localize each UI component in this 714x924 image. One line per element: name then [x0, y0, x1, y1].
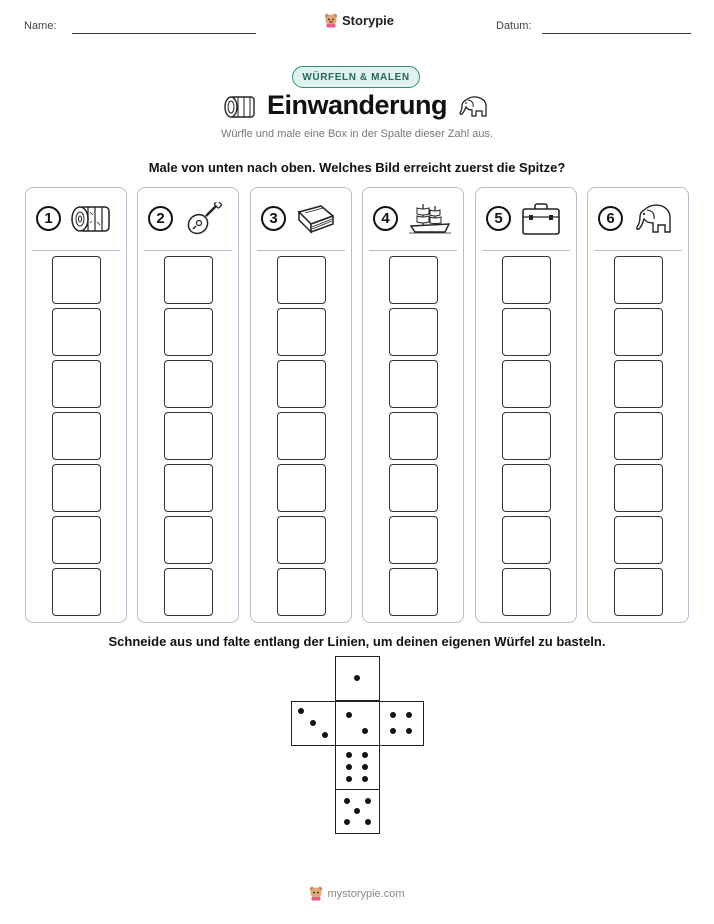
column-number: 2	[148, 206, 173, 231]
column-divider	[482, 250, 570, 251]
column-header	[251, 202, 351, 238]
column-header	[138, 202, 238, 238]
die-face-4	[379, 701, 424, 746]
column-divider	[594, 250, 682, 251]
color-box[interactable]	[502, 568, 551, 616]
color-box[interactable]	[389, 516, 438, 564]
color-box[interactable]	[52, 308, 101, 356]
column-4	[362, 187, 464, 623]
brand-logo	[324, 13, 394, 28]
storypie-mascot-icon	[309, 886, 323, 901]
die-face-6	[335, 745, 380, 790]
suitcase-icon	[520, 202, 562, 241]
die-pip	[390, 712, 396, 718]
mandolin-icon	[182, 202, 224, 241]
box-stack	[277, 256, 326, 620]
column-number: 1	[36, 206, 61, 231]
color-box[interactable]	[277, 516, 326, 564]
color-box[interactable]	[164, 516, 213, 564]
die-face-3	[291, 701, 336, 746]
color-box[interactable]	[164, 256, 213, 304]
column-header	[26, 202, 126, 238]
color-box[interactable]	[52, 256, 101, 304]
color-box[interactable]	[277, 412, 326, 460]
name-line[interactable]	[72, 33, 256, 34]
die-pip	[362, 752, 368, 758]
brand-name: Storypie	[342, 13, 395, 28]
die-pip	[322, 732, 328, 738]
color-box[interactable]	[502, 256, 551, 304]
column-number: 5	[486, 206, 511, 231]
die-pip	[310, 720, 316, 726]
die-pip	[344, 798, 350, 804]
color-box[interactable]	[502, 516, 551, 564]
die-pip	[354, 675, 360, 681]
column-divider	[369, 250, 457, 251]
color-box[interactable]	[277, 256, 326, 304]
box-stack	[502, 256, 551, 620]
color-box[interactable]	[52, 360, 101, 408]
column-divider	[144, 250, 232, 251]
color-box[interactable]	[389, 568, 438, 616]
die-face-5	[335, 789, 380, 834]
footer	[0, 886, 714, 901]
color-box[interactable]	[389, 308, 438, 356]
date-line[interactable]	[542, 33, 691, 34]
sailing-ship-icon	[407, 202, 453, 241]
color-box[interactable]	[614, 412, 663, 460]
color-box[interactable]	[164, 308, 213, 356]
column-divider	[32, 250, 120, 251]
die-pip	[354, 808, 360, 814]
name-label: Name:	[24, 20, 57, 32]
die-pip	[406, 728, 412, 734]
die-pip	[362, 728, 368, 734]
color-box[interactable]	[389, 412, 438, 460]
die-pip	[344, 819, 350, 825]
column-3	[250, 187, 352, 623]
box-stack	[52, 256, 101, 620]
color-box[interactable]	[164, 360, 213, 408]
die-pip	[298, 708, 304, 714]
page-title: Einwanderung	[266, 90, 447, 120]
color-box[interactable]	[502, 308, 551, 356]
color-box[interactable]	[389, 256, 438, 304]
color-box[interactable]	[502, 360, 551, 408]
die-pip	[346, 764, 352, 770]
color-box[interactable]	[277, 568, 326, 616]
color-box[interactable]	[614, 256, 663, 304]
footer-url[interactable]: mystorypie.com	[327, 887, 405, 900]
activity-badge: WÜRFELN & MALEN	[292, 66, 420, 88]
die-face-1	[335, 656, 380, 701]
column-divider	[257, 250, 345, 251]
column-6	[587, 187, 689, 623]
die-face-2	[335, 701, 380, 746]
color-box[interactable]	[614, 568, 663, 616]
column-header	[476, 202, 576, 238]
die-pip	[346, 752, 352, 758]
date-label: Datum:	[496, 20, 532, 32]
column-number: 3	[261, 206, 286, 231]
column-number: 6	[598, 206, 623, 231]
elephant-icon	[456, 94, 490, 120]
die-pip	[346, 776, 352, 782]
die-pip	[406, 712, 412, 718]
elephant-icon	[632, 202, 674, 241]
color-box[interactable]	[614, 360, 663, 408]
color-box[interactable]	[164, 464, 213, 512]
color-box[interactable]	[502, 412, 551, 460]
instruction-text: Male von unten nach oben. Welches Bild erreicht zuerst die Spitze?	[148, 160, 566, 175]
hay-bale-icon	[70, 202, 112, 241]
box-stack	[164, 256, 213, 620]
die-pip	[346, 712, 352, 718]
color-box[interactable]	[52, 464, 101, 512]
color-box[interactable]	[389, 464, 438, 512]
color-box[interactable]	[52, 568, 101, 616]
die-pip	[362, 776, 368, 782]
column-5	[475, 187, 577, 623]
color-box[interactable]	[52, 516, 101, 564]
column-1	[25, 187, 127, 623]
die-pip	[365, 819, 371, 825]
color-box[interactable]	[164, 568, 213, 616]
color-box[interactable]	[614, 308, 663, 356]
color-box[interactable]	[52, 412, 101, 460]
column-header	[588, 202, 688, 238]
die-pip	[390, 728, 396, 734]
color-box[interactable]	[164, 412, 213, 460]
box-stack	[389, 256, 438, 620]
box-stack	[614, 256, 663, 620]
color-box[interactable]	[614, 516, 663, 564]
cut-instruction: Schneide aus und falte entlang der Linien, um deinen eigenen Würfel zu basteln.	[108, 634, 606, 649]
column-header	[363, 202, 463, 238]
storypie-mascot-icon	[324, 13, 338, 28]
color-box[interactable]	[277, 360, 326, 408]
die-pip	[365, 798, 371, 804]
color-box[interactable]	[614, 464, 663, 512]
column-2	[137, 187, 239, 623]
subtitle: Würfle und male eine Box in der Spalte dieser Zahl aus.	[220, 128, 494, 140]
book-icon	[295, 202, 337, 241]
color-box[interactable]	[389, 360, 438, 408]
color-box[interactable]	[277, 308, 326, 356]
die-pip	[362, 764, 368, 770]
color-box[interactable]	[277, 464, 326, 512]
column-number: 4	[373, 206, 398, 231]
color-box[interactable]	[502, 464, 551, 512]
